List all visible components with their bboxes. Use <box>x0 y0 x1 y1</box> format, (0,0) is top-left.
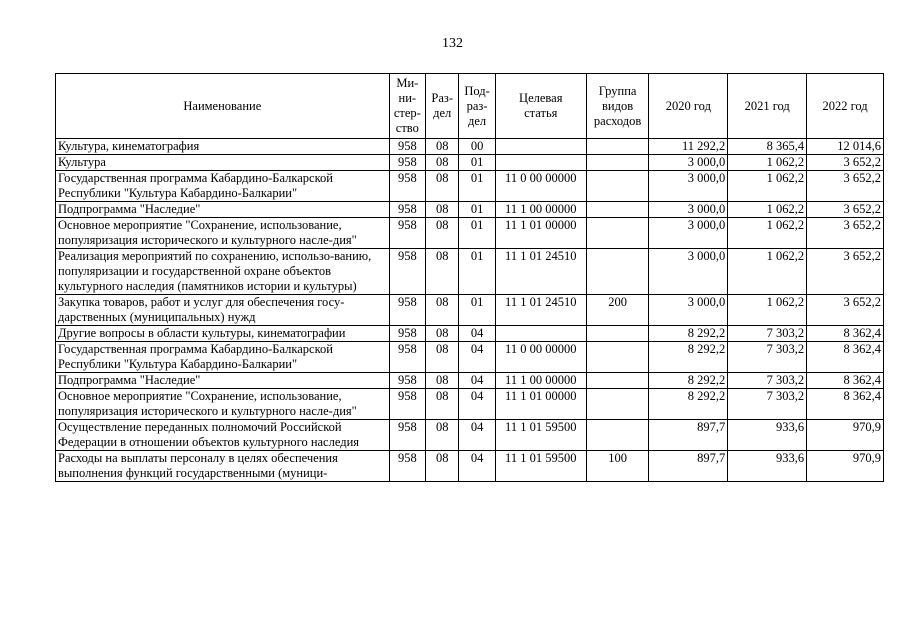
row-section: 08 <box>426 202 459 218</box>
row-section: 08 <box>426 373 459 389</box>
table-row <box>56 202 884 218</box>
row-value-2021: 7 303,2 <box>728 326 807 342</box>
row-group <box>586 373 649 389</box>
row-value-2022: 3 652,2 <box>807 171 884 202</box>
row-section: 08 <box>426 139 459 155</box>
row-value-2021: 1 062,2 <box>728 171 807 202</box>
row-name: Расходы на выплаты персоналу в целях обеспечения выполнения функций государственными (муници- <box>56 451 390 482</box>
row-group <box>586 420 649 451</box>
row-subsection: 04 <box>459 420 495 451</box>
row-value-2020: 8 292,2 <box>649 342 728 373</box>
row-target: 11 0 00 00000 <box>495 171 586 202</box>
row-group: 200 <box>586 295 649 326</box>
table-row <box>56 389 884 420</box>
row-name: Основное мероприятие "Сохранение, использование, популяризация исторического и культурного насле-дия" <box>56 389 390 420</box>
row-value-2020: 3 000,0 <box>649 171 728 202</box>
row-target: 11 0 00 00000 <box>495 342 586 373</box>
row-value-2021: 1 062,2 <box>728 155 807 171</box>
row-value-2020: 3 000,0 <box>649 202 728 218</box>
table-row <box>56 218 884 249</box>
row-section: 08 <box>426 218 459 249</box>
header-ministry: Ми- ни- стер- ство <box>389 74 425 139</box>
row-ministry: 958 <box>389 218 425 249</box>
row-value-2022: 3 652,2 <box>807 155 884 171</box>
row-section: 08 <box>426 326 459 342</box>
row-group <box>586 139 649 155</box>
row-group <box>586 389 649 420</box>
row-ministry: 958 <box>389 139 425 155</box>
header-row <box>56 74 884 139</box>
row-subsection: 01 <box>459 155 495 171</box>
row-ministry: 958 <box>389 420 425 451</box>
row-value-2021: 7 303,2 <box>728 342 807 373</box>
table-row <box>56 326 884 342</box>
row-group <box>586 202 649 218</box>
row-value-2021: 8 365,4 <box>728 139 807 155</box>
row-value-2022: 3 652,2 <box>807 218 884 249</box>
header-subsection: Под- раз- дел <box>459 74 495 139</box>
row-ministry: 958 <box>389 295 425 326</box>
row-name: Закупка товаров, работ и услуг для обеспечения госу-дарственных (муниципальных) нужд <box>56 295 390 326</box>
row-group <box>586 326 649 342</box>
row-target: 11 1 01 24510 <box>495 249 586 295</box>
header-2020: 2020 год <box>649 74 728 139</box>
table-row <box>56 155 884 171</box>
row-name: Другие вопросы в области культуры, кинематографии <box>56 326 390 342</box>
table-row <box>56 451 884 482</box>
row-ministry: 958 <box>389 342 425 373</box>
row-subsection: 04 <box>459 342 495 373</box>
budget-table <box>55 73 884 482</box>
row-group <box>586 249 649 295</box>
table-row <box>56 171 884 202</box>
row-group <box>586 155 649 171</box>
row-ministry: 958 <box>389 373 425 389</box>
row-value-2022: 12 014,6 <box>807 139 884 155</box>
row-name: Культура <box>56 155 390 171</box>
row-value-2020: 11 292,2 <box>649 139 728 155</box>
row-ministry: 958 <box>389 202 425 218</box>
row-target: 11 1 01 59500 <box>495 420 586 451</box>
row-value-2022: 970,9 <box>807 451 884 482</box>
row-group <box>586 218 649 249</box>
row-ministry: 958 <box>389 451 425 482</box>
row-target: 11 1 00 00000 <box>495 373 586 389</box>
row-value-2022: 8 362,4 <box>807 326 884 342</box>
row-value-2021: 7 303,2 <box>728 389 807 420</box>
header-section: Раз- дел <box>426 74 459 139</box>
row-value-2020: 3 000,0 <box>649 295 728 326</box>
table-row <box>56 342 884 373</box>
row-value-2021: 933,6 <box>728 420 807 451</box>
row-subsection: 01 <box>459 202 495 218</box>
row-value-2022: 3 652,2 <box>807 249 884 295</box>
header-2021: 2021 год <box>728 74 807 139</box>
row-section: 08 <box>426 155 459 171</box>
row-value-2020: 3 000,0 <box>649 155 728 171</box>
table-row <box>56 249 884 295</box>
header-group: Группа видов расходов <box>586 74 649 139</box>
header-name: Наименование <box>56 74 390 139</box>
row-section: 08 <box>426 420 459 451</box>
table-row <box>56 295 884 326</box>
header-2022: 2022 год <box>807 74 884 139</box>
row-value-2021: 1 062,2 <box>728 218 807 249</box>
row-target: 11 1 01 00000 <box>495 389 586 420</box>
row-ministry: 958 <box>389 326 425 342</box>
row-value-2022: 8 362,4 <box>807 389 884 420</box>
row-value-2021: 1 062,2 <box>728 202 807 218</box>
row-subsection: 04 <box>459 389 495 420</box>
header-target: Целевая статья <box>495 74 586 139</box>
row-section: 08 <box>426 295 459 326</box>
row-value-2021: 1 062,2 <box>728 249 807 295</box>
row-section: 08 <box>426 389 459 420</box>
row-subsection: 04 <box>459 451 495 482</box>
table-row <box>56 139 884 155</box>
row-value-2022: 3 652,2 <box>807 202 884 218</box>
row-target <box>495 139 586 155</box>
row-section: 08 <box>426 171 459 202</box>
row-subsection: 04 <box>459 373 495 389</box>
row-subsection: 01 <box>459 218 495 249</box>
row-target: 11 1 00 00000 <box>495 202 586 218</box>
row-value-2022: 970,9 <box>807 420 884 451</box>
row-subsection: 04 <box>459 326 495 342</box>
row-target: 11 1 01 24510 <box>495 295 586 326</box>
row-value-2020: 897,7 <box>649 451 728 482</box>
row-value-2022: 3 652,2 <box>807 295 884 326</box>
row-section: 08 <box>426 342 459 373</box>
row-name: Основное мероприятие "Сохранение, использование, популяризация исторического и культурного насле-дия" <box>56 218 390 249</box>
row-target: 11 1 01 00000 <box>495 218 586 249</box>
row-value-2021: 1 062,2 <box>728 295 807 326</box>
row-subsection: 01 <box>459 171 495 202</box>
row-value-2020: 3 000,0 <box>649 218 728 249</box>
row-ministry: 958 <box>389 155 425 171</box>
row-section: 08 <box>426 249 459 295</box>
row-name: Осуществление переданных полномочий Российской Федерации в отношении объектов культурного наследия <box>56 420 390 451</box>
row-target: 11 1 01 59500 <box>495 451 586 482</box>
row-value-2021: 7 303,2 <box>728 373 807 389</box>
row-name: Подпрограмма "Наследие" <box>56 202 390 218</box>
row-section: 08 <box>426 451 459 482</box>
row-subsection: 00 <box>459 139 495 155</box>
row-value-2020: 8 292,2 <box>649 373 728 389</box>
row-value-2022: 8 362,4 <box>807 342 884 373</box>
row-value-2022: 8 362,4 <box>807 373 884 389</box>
page-number: 132 <box>442 36 463 51</box>
row-name: Культура, кинематография <box>56 139 390 155</box>
row-name: Государственная программа Кабардино-Балкарской Республики "Культура Кабардино-Балкарии" <box>56 171 390 202</box>
row-target <box>495 326 586 342</box>
row-name: Подпрограмма "Наследие" <box>56 373 390 389</box>
row-value-2020: 8 292,2 <box>649 326 728 342</box>
row-value-2020: 3 000,0 <box>649 249 728 295</box>
row-ministry: 958 <box>389 389 425 420</box>
row-group <box>586 342 649 373</box>
table-row <box>56 373 884 389</box>
table-row <box>56 420 884 451</box>
row-value-2020: 897,7 <box>649 420 728 451</box>
row-value-2021: 933,6 <box>728 451 807 482</box>
row-name: Реализация мероприятий по сохранению, использо-ванию, популяризации и государственной охране объектов культурного наследия (памятников истории и культуры) <box>56 249 390 295</box>
row-name: Государственная программа Кабардино-Балкарской Республики "Культура Кабардино-Балкарии" <box>56 342 390 373</box>
row-target <box>495 155 586 171</box>
row-ministry: 958 <box>389 249 425 295</box>
row-group: 100 <box>586 451 649 482</box>
row-ministry: 958 <box>389 171 425 202</box>
row-value-2020: 8 292,2 <box>649 389 728 420</box>
row-group <box>586 171 649 202</box>
row-subsection: 01 <box>459 295 495 326</box>
row-subsection: 01 <box>459 249 495 295</box>
